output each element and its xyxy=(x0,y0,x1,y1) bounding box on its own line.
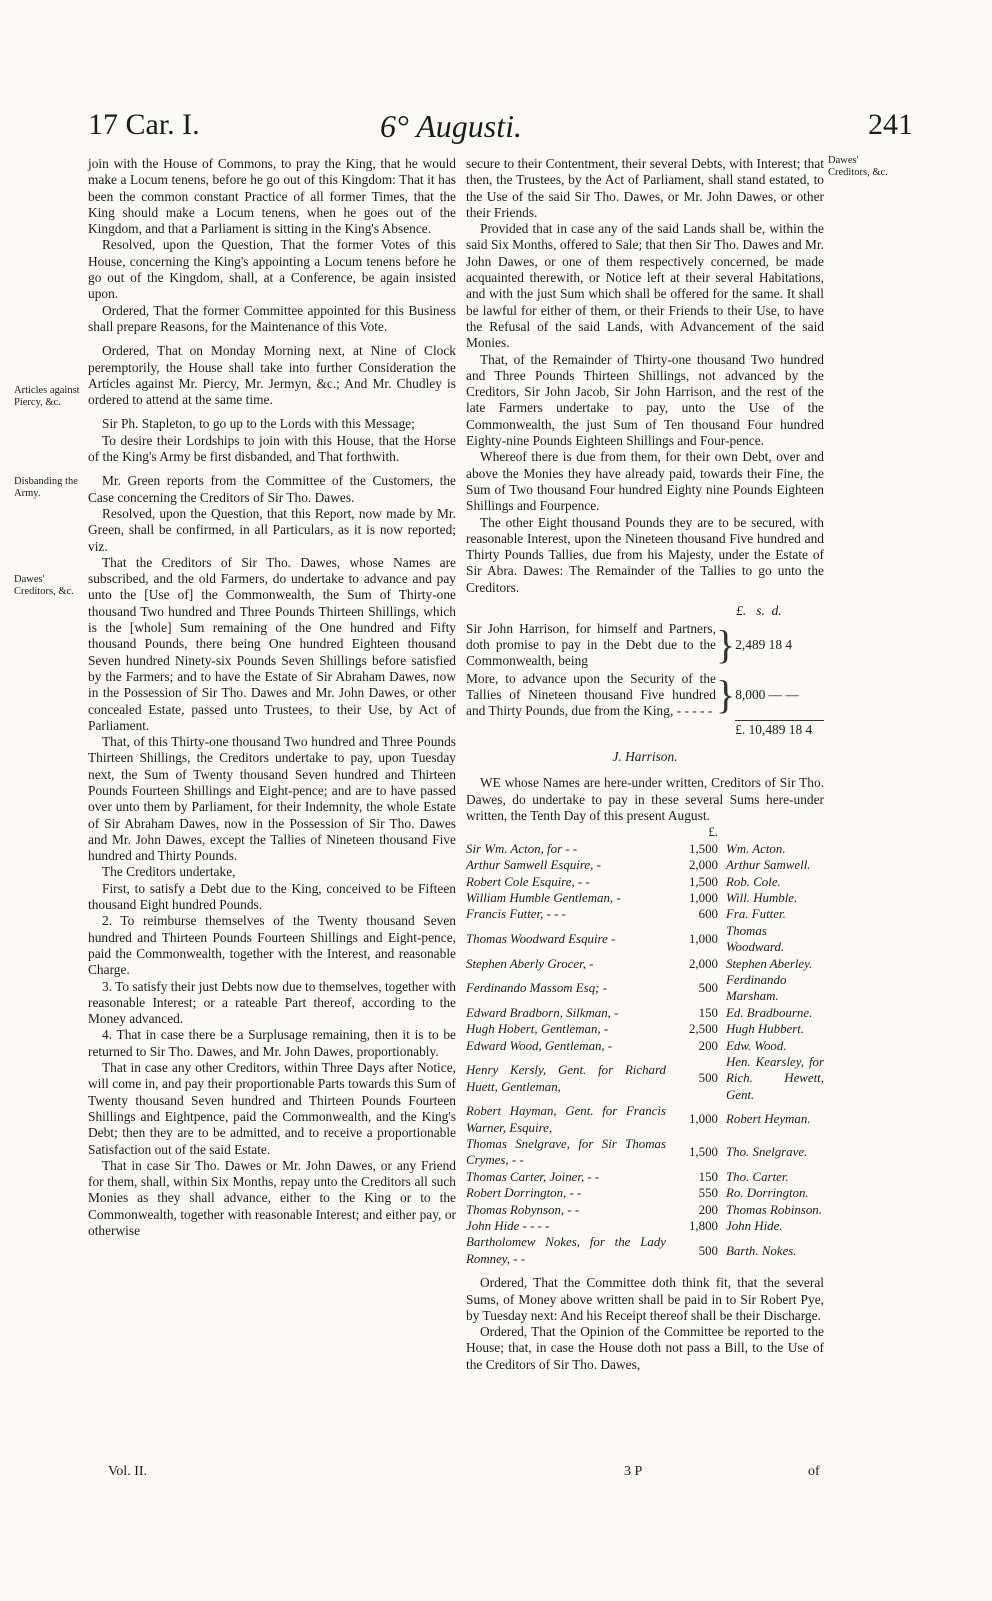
ledger-signer: J. Harrison. xyxy=(612,749,678,765)
creditor-amount: 500 xyxy=(698,1243,718,1258)
creditor-name: Stephen Aberly Grocer, - xyxy=(466,956,594,971)
creditor-amount: 200 xyxy=(698,1038,718,1053)
running-head-date: 6° Augusti. xyxy=(380,108,522,144)
creditor-name: Robert Dorrington, - - xyxy=(466,1186,582,1201)
catchword: of xyxy=(808,1464,820,1479)
creditor-amount: 150 xyxy=(698,1005,718,1020)
running-head-regnal-year: 17 Car. I. xyxy=(88,108,200,141)
creditor-row xyxy=(466,1103,824,1136)
page-number: 241 xyxy=(868,108,913,141)
creditor-row xyxy=(466,1202,824,1218)
creditor-row xyxy=(466,890,824,906)
creditor-name: Henry Kersly, Gent. for Richard Huett, Gentleman, xyxy=(466,1063,666,1094)
creditor-row xyxy=(466,857,824,873)
left-column xyxy=(88,156,456,1239)
creditor-row xyxy=(466,1005,824,1021)
creditor-row xyxy=(466,1169,824,1185)
creditor-row xyxy=(466,1021,824,1037)
ledger-row xyxy=(466,670,824,720)
paragraph: 3. To satisfy their just Debts now due to themselves, together with reasonable Interest; or a rateable Part thereof, according to the Money advanced. xyxy=(88,978,456,1027)
creditor-name: Robert Hayman, Gent. for Francis Warner, Esquire, xyxy=(466,1104,666,1135)
creditor-name: Thomas Woodward Esquire - xyxy=(466,931,616,946)
creditor-amount: 1,000 xyxy=(688,931,718,946)
creditor-amount: 1,800 xyxy=(688,1219,718,1234)
ledger-row-amount: 8,000 — — xyxy=(735,686,799,702)
creditor-name: Hugh Hobert, Gentleman, - xyxy=(466,1022,609,1037)
creditor-signature: Hugh Hubbert. xyxy=(726,1022,805,1037)
creditor-name: Thomas Robynson, - - xyxy=(466,1202,580,1217)
creditor-signature: Thomas Woodward. xyxy=(726,923,785,955)
creditor-row xyxy=(466,1038,824,1054)
creditors-table xyxy=(466,824,824,1267)
paragraph: Ordered, That the former Committee appointed for this Business shall prepare Reasons, for the Maintenance of this Vote. xyxy=(88,302,456,334)
margin-note-dawes-left: Dawes' Creditors, &c. xyxy=(14,574,74,597)
creditor-row xyxy=(466,1218,824,1234)
creditor-signature: Edw. Wood. xyxy=(726,1038,787,1053)
creditor-signature: Thomas Robinson. xyxy=(726,1202,822,1217)
paragraph: That in case any other Creditors, within Three Days after Notice, will come in, and pay their proportionable Parts towards this Sum of Twenty thousand Seven hundred and Thirteen Pounds Fourteen Shillings and Eightpence, paid the Commonwealth, and the King's Debt; then they are to be admitted, and to receive a proportionable Satisfaction out of the said Estate. xyxy=(88,1060,456,1157)
paragraph: secure to their Contentment, their several Debts, with Interest; that then, the Trustees, by the Act of Parliament, shall stand estated, to the Use of the said Sir Tho. Dawes, or Mr. John Dawes, or other their Friends. xyxy=(466,156,824,220)
creditor-amount: 1,000 xyxy=(688,890,718,905)
paragraph: That in case Sir Tho. Dawes or Mr. John Dawes, or any Friend for them, shall, within Six Months, repay unto the Creditors all such Monies as they shall advance, either to the King or to the Commonwealth, together with reasonable Interest; and either pay, or otherwise xyxy=(88,1157,456,1238)
paragraph: That, of the Remainder of Thirty-one thousand Two hundred and Three Pounds Thirteen Shillings, not advanced by the Creditors, Sir John Jacob, Sir John Harrison, and the rest of the late Farmers undertake to pay, unto the Use of the Commonwealth, the just Sum of Ten thousand Four hundred Eighty-nine Pounds Eighteen Shillings and Four-pence. xyxy=(466,351,824,449)
creditor-row xyxy=(466,1054,824,1103)
volume-mark: Vol. II. xyxy=(108,1464,148,1479)
creditor-row xyxy=(466,956,824,972)
creditor-name: Ferdinando Massom Esq; - xyxy=(466,981,607,996)
creditor-signature: Fra. Futter. xyxy=(726,907,786,922)
creditor-name: Francis Futter, - - - xyxy=(466,907,566,922)
creditor-signature: Hen. Kearsley, for Rich. Hewett, Gent. xyxy=(726,1054,824,1102)
ledger-row xyxy=(466,620,824,670)
harrison-ledger xyxy=(466,602,824,739)
creditor-signature: Ed. Bradbourne. xyxy=(726,1005,813,1020)
paragraph: Resolved, upon the Question, that this Report, now made by Mr. Green, shall be confirmed, in all Particulars, as it is now reported; viz. xyxy=(88,505,456,554)
creditor-name: Edward Wood, Gentleman, - xyxy=(466,1038,613,1053)
creditor-amount: 500 xyxy=(698,1071,718,1086)
margin-note-dawes-right: Dawes' Creditors, &c. xyxy=(828,155,888,178)
creditors-intro: WE whose Names are here-under written, Creditors of Sir Tho. Dawes, do undertake to pay in these several Sums here-under written, the Tenth Day of this present August. xyxy=(466,775,824,823)
creditor-name: Edward Bradborn, Silkman, - xyxy=(466,1005,619,1020)
ledger-total: £. 10,489 18 4 xyxy=(735,720,824,739)
creditor-signature: Wm. Acton. xyxy=(726,841,786,856)
creditor-signature: Ro. Dorrington. xyxy=(726,1186,809,1201)
creditor-amount: 150 xyxy=(698,1169,718,1184)
creditor-amount: 2,500 xyxy=(688,1022,718,1037)
paragraph: The Creditors undertake, xyxy=(102,864,236,880)
creditor-name: Thomas Carter, Joiner, - - xyxy=(466,1169,600,1184)
creditor-row xyxy=(466,1185,824,1201)
ledger-row-amount: 2,489 18 4 xyxy=(735,637,793,653)
creditor-name: John Hide - - - - xyxy=(466,1219,550,1234)
creditor-name: Sir Wm. Acton, for - - xyxy=(466,841,578,856)
creditor-amount: 2,000 xyxy=(688,956,718,971)
creditor-amount: 1,500 xyxy=(688,1145,718,1160)
creditor-name: Bartholomew Nokes, for the Lady Romney, - - xyxy=(466,1235,666,1266)
creditor-signature: Rob. Cole. xyxy=(726,874,781,889)
paragraph: join with the House of Commons, to pray the King, that he would make a Locum tenens, before he go out of this Kingdom: That it has been the common constant Practice of all former Times, that the King should make a Locum tenens, when he goes out of the Kingdom, and that a Parliament is sitting in the King's Absence. xyxy=(88,156,456,237)
margin-note-disbanding: Disbanding the Army. xyxy=(14,476,78,499)
paragraph: Resolved, upon the Question, That the former Votes of this House, concerning the King's appointing a Locum tenens before he go out of the Kingdom, shall, at a Conference, be again insisted upon. xyxy=(88,237,456,302)
creditor-row xyxy=(466,841,824,857)
creditor-row xyxy=(466,1234,824,1267)
creditor-amount: 2,000 xyxy=(688,858,718,873)
paragraph: To desire their Lordships to join with this House, that the Horse of the King's Army be first disbanded, and That forthwith. xyxy=(88,432,456,465)
creditor-amount: 1,500 xyxy=(688,841,718,856)
creditor-signature: Barth. Nokes. xyxy=(726,1243,797,1258)
creditor-signature: Tho. Snelgrave. xyxy=(726,1145,808,1160)
paragraph: That the Creditors of Sir Tho. Dawes, whose Names are subscribed, and the old Farmers, do undertake to advance and pay unto the [Use of] the Commonwealth, the Sum of Thirty-one thousand Two hundred and Three Pounds Thirteen Shillings, which is the [whole] Sum remaining of the One hundred and Fifty thousand Pounds, there being One hundred Eighteen thousand Seven hundred Ninety-six Pounds Seven Shillings before satisfied by the Farmers; and to have the Estate of Sir Abraham Dawes, now in the Possession of Sir Tho. Dawes and Mr. John Dawes, or other concealed Estate, passed unto Trustees, to their Use, by Act of Parliament. xyxy=(88,554,456,733)
ledger-row-text: Sir John Harrison, for himself and Partners, doth promise to pay in the Debt due to the Commonwealth, being xyxy=(466,621,716,669)
paragraph: Ordered, That on Monday Morning next, at Nine of Clock peremptorily, the House shall take into further Consideration the Articles against Mr. Piercy, Mr. Jermyn, &c.; And Mr. Chudley is ordered to attend at the same time. xyxy=(88,343,456,408)
paragraph: 4. That in case there be a Surplusage remaining, then it is to be returned to Sir Tho. Dawes, and Mr. John Dawes, proportionably. xyxy=(88,1027,456,1059)
creditor-signature: Ferdinando Marsham. xyxy=(726,972,787,1004)
creditor-amount: 1,500 xyxy=(688,874,718,889)
creditor-name: Arthur Samwell Esquire, - xyxy=(466,858,601,873)
creditor-row xyxy=(466,874,824,890)
right-column xyxy=(466,156,824,1373)
creditor-row xyxy=(466,972,824,1005)
creditor-signature: Will. Humble. xyxy=(726,890,798,905)
creditors-currency-header: £. xyxy=(708,825,718,840)
creditor-amount: 500 xyxy=(698,981,718,996)
paragraph: 2. To reimburse themselves of the Twenty thousand Seven hundred and Thirteen Pounds Fourteen Shillings and Eight-pence, paid the Commonwealth, together with the Interest, and reasonable Charge. xyxy=(88,913,456,978)
signature-mark: 3 P xyxy=(624,1464,643,1479)
creditor-amount: 600 xyxy=(698,907,718,922)
paragraph: Whereof there is due from them, for their own Debt, over and above the Monies they have already paid, towards their Fine, the Sum of Two thousand Four hundred Eighty nine Pounds Eighteen Shillings and Fourpence. xyxy=(466,449,824,514)
creditor-name: Robert Cole Esquire, - - xyxy=(466,874,590,889)
paragraph: Ordered, That the Opinion of the Committee be reported to the House; that, in case the House doth not pass a Bill, to the Use of the Creditors of Sir Tho. Dawes, xyxy=(466,1324,824,1372)
paragraph: The other Eight thousand Pounds they are to be secured, with reasonable Interest, upon the Nineteen thousand Five hundred and Thirty Pounds Tallies, due from his Majesty, under the Estate of Sir Abra. Dawes: The Remainder of the Tallies to go unto the Creditors. xyxy=(466,514,824,595)
margin-note-articles: Articles against Piercy, &c. xyxy=(14,385,80,408)
creditor-signature: Tho. Carter. xyxy=(726,1169,789,1184)
creditor-amount: 550 xyxy=(698,1186,718,1201)
paragraph: Mr. Green reports from the Committee of the Customers, the Case concerning the Creditors of Sir Tho. Dawes. xyxy=(88,473,456,505)
ledger-currency-header: £. s. d. xyxy=(736,603,782,619)
brace-icon: } xyxy=(716,672,736,718)
ledger-row-text: More, to advance upon the Security of the Tallies of Nineteen thousand Five hundred and Thirty Pounds, due from the King, - - - - - xyxy=(466,671,716,719)
paragraph: First, to satisfy a Debt due to the King, conceived to be Fifteen thousand Eight hundred Pounds. xyxy=(88,880,456,913)
creditor-row xyxy=(466,923,824,956)
brace-icon: } xyxy=(716,622,736,668)
paragraph: Ordered, That the Committee doth think fit, that the several Sums, of Money above written shall be paid in to Sir Robert Pye, by Tuesday next: And his Receipt thereof shall be their Discharge. xyxy=(466,1275,824,1323)
paragraph: Sir Ph. Stapleton, to go up to the Lords with this Message; xyxy=(102,416,415,432)
creditor-signature: Stephen Aberley. xyxy=(726,956,813,971)
paragraph: Provided that in case any of the said Lands shall be, within the said Six Months, offered to Sale; that then Sir Tho. Dawes and Mr. John Dawes, or one of them respectively concerned, be made acquainted therewith, or Notice left at their several Habitations, and with the just Sum which shall be offered for the same. It shall be lawful for either of them, or their Friends to their Use, to have the Refusal of the said Lands, with Advancement of the said Monies. xyxy=(466,221,824,351)
paragraph: That, of this Thirty-one thousand Two hundred and Three Pounds Thirteen Shillings, the Creditors undertake to pay, upon Tuesday next, the Sum of Twenty thousand Seven hundred and Thirteen Pounds Fourteen Shillings and Eight-pence; and are to have passed over unto them by Parliament, for their Indemnity, the whole Estate of Sir Abraham Dawes, now in the Possession of Sir Tho. Dawes and Mr. John Dawes, except the Tallies of Nineteen thousand Five hundred and Thirty Pounds. xyxy=(88,734,456,864)
creditor-amount: 200 xyxy=(698,1202,718,1217)
creditor-signature: Robert Heyman. xyxy=(726,1112,811,1127)
creditor-amount: 1,000 xyxy=(688,1112,718,1127)
creditor-signature: John Hide. xyxy=(726,1219,783,1234)
creditor-name: William Humble Gentleman, - xyxy=(466,890,621,905)
creditor-row xyxy=(466,906,824,922)
creditor-name: Thomas Snelgrave, for Sir Thomas Crymes, - - xyxy=(466,1137,666,1168)
creditor-row xyxy=(466,1136,824,1169)
creditor-signature: Arthur Samwell. xyxy=(726,858,811,873)
